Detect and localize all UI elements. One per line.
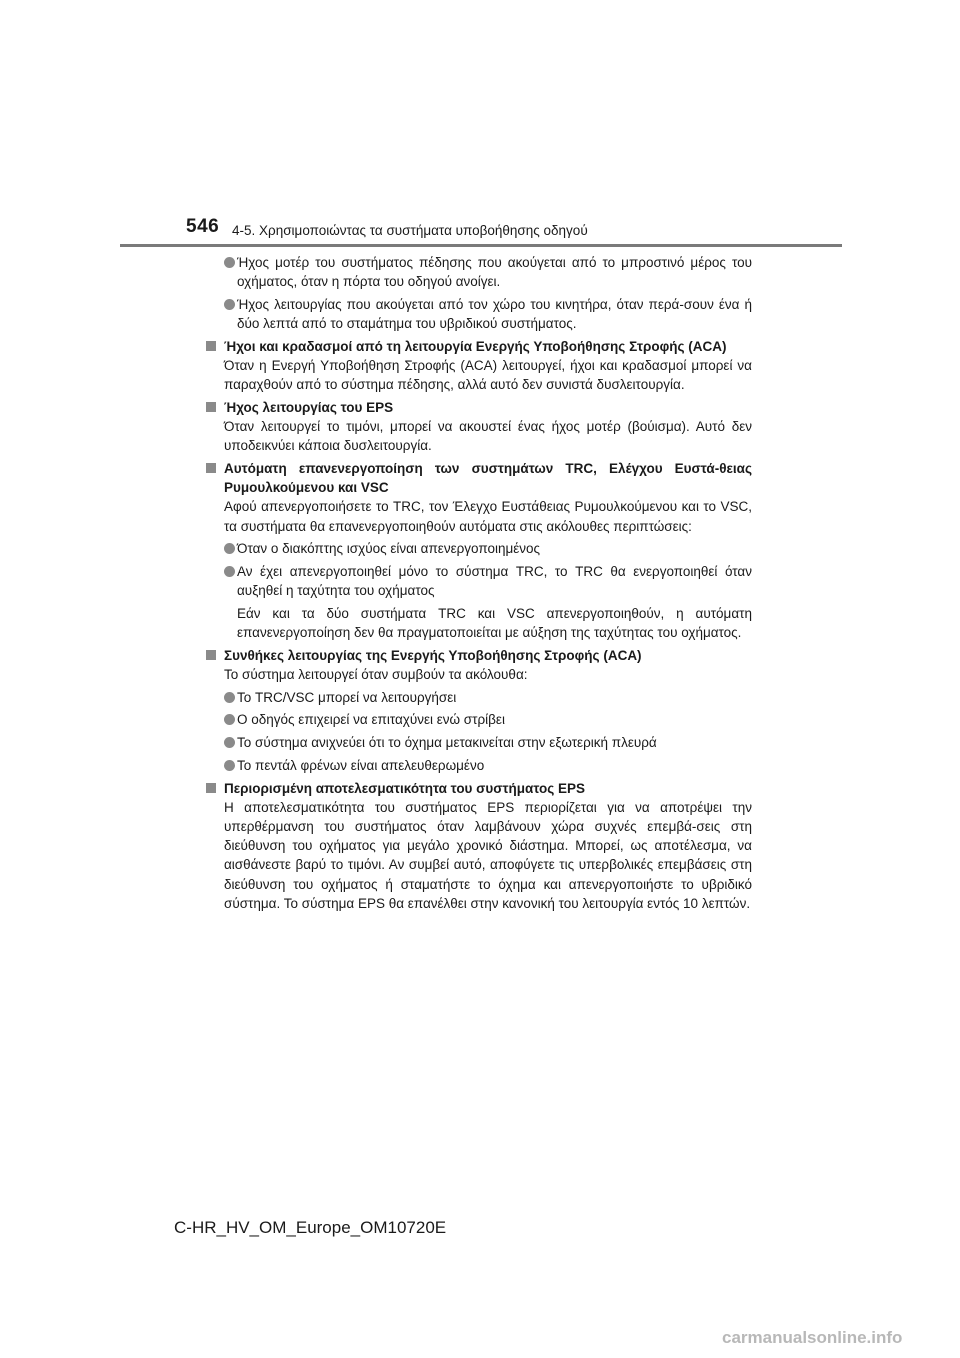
section-heading [204,337,752,356]
heading-square-icon [206,783,216,793]
bullet-item [204,733,752,752]
bullet-text: Το TRC/VSC μπορεί να λειτουργήσει [237,689,457,705]
paragraph: Όταν η Ενεργή Υποβοήθηση Στροφής (ACA) λειτουργεί, ήχοι και κραδασμοί μπορεί να παραχθούν από το σύστημα πέδησης, αλλά αυτό δεν συνιστά δυσλειτουργία. [224,358,752,393]
page-content [204,253,752,917]
bullet-text: Το σύστημα ανιχνεύει ότι το όχημα μετακινείται στην εξωτερική πλευρά [237,735,657,751]
bullet-item [204,710,752,729]
section-heading [204,398,752,417]
heading-text: Αυτόματη επανενεργοποίηση των συστημάτων TRC, Ελέγχου Ευστά-θειας Ρυμουλκούμενου και VSC [224,461,752,496]
heading-square-icon [206,341,216,351]
paragraph: Η αποτελεσματικότητα του συστήματος EPS περιορίζεται για να αποτρέψει την υπερθέρμανση του συστήματος όταν λαμβάνουν χώρα συχνές επεμβά-σεις στη διεύθυνση του οχήματος για μεγάλο χρονικό διάστημα. Μπορεί, ως αποτέλεσμα, να αισθάνεστε βαρύ το τιμόνι. Αν συμβεί αυτό, αποφύγετε τις υπερβολικές επεμβάσεις στη διεύθυνση του οχήματος ή σταματήστε το όχημα και απενεργοποιήστε το υβριδικό σύστημα. Το σύστημα EPS θα επανέλθει στην κανονική του λειτουργία εντός 10 λεπτών. [224,799,752,911]
header-divider [120,244,842,247]
heading-text: Περιορισμένη αποτελεσματικότητα του συστήματος EPS [224,780,586,796]
bullet-dot-icon [224,692,235,703]
section-heading [204,779,752,798]
heading-square-icon [206,463,216,473]
document-id: C-HR_HV_OM_Europe_OM10720E [174,1218,447,1237]
page-number: 546 [186,216,220,237]
heading-text: Ήχος λειτουργίας του EPS [224,399,394,415]
bullet-dot-icon [224,257,235,268]
paragraph: Αφού απενεργοποιήσετε το TRC, τον Έλεγχο Ευστάθειας Ρυμουλκούμενου και το VSC, τα συστήματα θα επανενεργοποιηθούν αυτόματα στις ακόλουθες περιπτώσεις: [224,499,752,534]
bullet-text: Όταν ο διακόπτης ισχύος είναι απενεργοποιημένος [237,541,541,557]
sub-paragraph: Εάν και τα δύο συστήματα TRC και VSC απενεργοποιηθούν, η αυτόματη επανενεργοποίηση δεν θα πραγματοποιείται με αύξηση της ταχύτητας του οχήματος. [237,605,752,641]
heading-text: Ήχοι και κραδασμοί από τη λειτουργία Ενεργής Υποβοήθησης Στροφής (ACA) [224,338,727,354]
bullet-item [204,562,752,600]
heading-text: Συνθήκες λειτουργίας της Ενεργής Υποβοήθησης Στροφής (ACA) [224,647,642,663]
bullet-text: Ο οδηγός επιχειρεί να επιταχύνει ενώ στρίβει [237,712,505,728]
section-heading [204,459,752,497]
bullet-dot-icon [224,760,235,771]
bullet-dot-icon [224,299,235,310]
heading-square-icon [206,402,216,412]
bullet-dot-icon [224,714,235,725]
bullet-text: Ήχος λειτουργίας που ακούγεται από τον χώρο του κινητήρα, όταν περά-σουν ένα ή δύο λεπτά από το σταμάτημα του υβριδικού συστήματος. [237,296,752,332]
bullet-item [204,295,752,333]
section-title: 4-5. Χρησιμοποιώντας τα συστήματα υποβοήθησης οδηγού [232,223,588,238]
paragraph: Όταν λειτουργεί το τιμόνι, μπορεί να ακουστεί ένας ήχος μοτέρ (βούισμα). Αυτό δεν υποδεικνύει κάποια δυσλειτουργία. [224,419,752,454]
paragraph: Το σύστημα λειτουργεί όταν συμβούν τα ακόλουθα: [224,667,528,683]
bullet-dot-icon [224,566,235,577]
bullet-item [204,756,752,775]
bullet-dot-icon [224,543,235,554]
bullet-dot-icon [224,737,235,748]
bullet-text: Αν έχει απενεργοποιηθεί μόνο το σύστημα TRC, το TRC θα ενεργοποιηθεί όταν αυξηθεί η ταχύτητα του οχήματος [237,564,752,599]
watermark: carmanualsonline.info [722,1328,903,1347]
heading-square-icon [206,650,216,660]
bullet-item [204,688,752,707]
bullet-text: Το πεντάλ φρένων είναι απελευθερωμένο [237,757,485,773]
section-heading [204,646,752,665]
bullet-item [204,253,752,291]
bullet-item [204,539,752,558]
bullet-text: Ήχος μοτέρ του συστήματος πέδησης που ακούγεται από το μπροστινό μέρος του οχήματος, όταν η πόρτα του οδηγού ανοίγει. [237,255,752,290]
